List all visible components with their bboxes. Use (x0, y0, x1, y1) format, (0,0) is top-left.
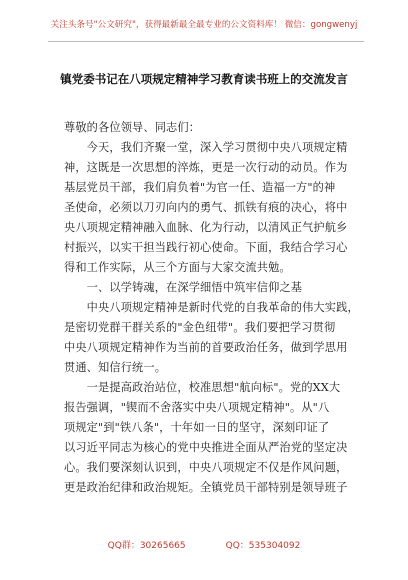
body-line: 贯通、知信行统一。 (64, 361, 167, 374)
body-line: 一是提高政治站位，校准思想"航向标"。党的XX大 (64, 381, 341, 394)
body-line: 中央八项规定精神作为当前的首要政治任务，做到学思用 (64, 341, 348, 354)
body-line: 是密切党群干群关系的"金色纽带"。我们要把学习贯彻 (64, 321, 336, 334)
header-divider (48, 41, 364, 42)
section-heading: 一、以学铸魂，在深学细悟中筑牢信仰之基 (64, 281, 303, 294)
body-line: 心。我们要深刻认识到，中央八项规定不仅是作风问题， (64, 461, 348, 474)
body-line: 基层党员干部，我们肩负着"为官一任、造福一方"的神 (64, 181, 336, 194)
body-line: 更是政治纪律和政治规矩。全镇党员干部特别是领导班子 (64, 481, 348, 494)
body-line: 尊敬的各位领导、同志们： (64, 121, 201, 134)
document-title: 镇党委书记在八项规定精神学习教育读书班上的交流发言 (60, 72, 348, 86)
footer-qq: QQ：535304092 (225, 541, 301, 551)
body-line: 村振兴，以实干担当践行初心使命。下面，我结合学习心 (64, 241, 348, 254)
body-line: 圣使命，必须以刀刃向内的勇气、抓铁有痕的决心，将中 (64, 201, 348, 214)
body-line: 报告强调，"锲而不舍落实中央八项规定精神"。从"八 (64, 401, 330, 414)
body-line: 以习近平同志为核心的党中央推进全面从严治党的坚定决 (64, 441, 348, 454)
body-line: 项规定"到"铁八条"，十年如一日的坚守，深刻印证了 (64, 421, 330, 434)
body-line: 今天，我们齐聚一堂，深入学习贯彻中央八项规定精 (64, 141, 348, 154)
document-body (64, 118, 359, 498)
body-line: 神，这既是一次思想的淬炼，更是一次行动的动员。作为 (64, 161, 348, 174)
footer-qq-group: QQ群：30265665 (107, 541, 186, 551)
body-line: 央八项规定精神融入血脉、化为行动，以清风正气护航乡 (64, 221, 348, 234)
body-line: 得和工作实际，从三个方面与大家交流共勉。 (64, 261, 291, 274)
header-note: 关注头条号"公文研究"，获得最新最全最专业的公文资料库！ 微信：gongwenyj (50, 20, 358, 30)
footer-contact (0, 538, 408, 551)
body-line: 中央八项规定精神是新时代党的自我革命的伟大实践， (64, 301, 359, 314)
